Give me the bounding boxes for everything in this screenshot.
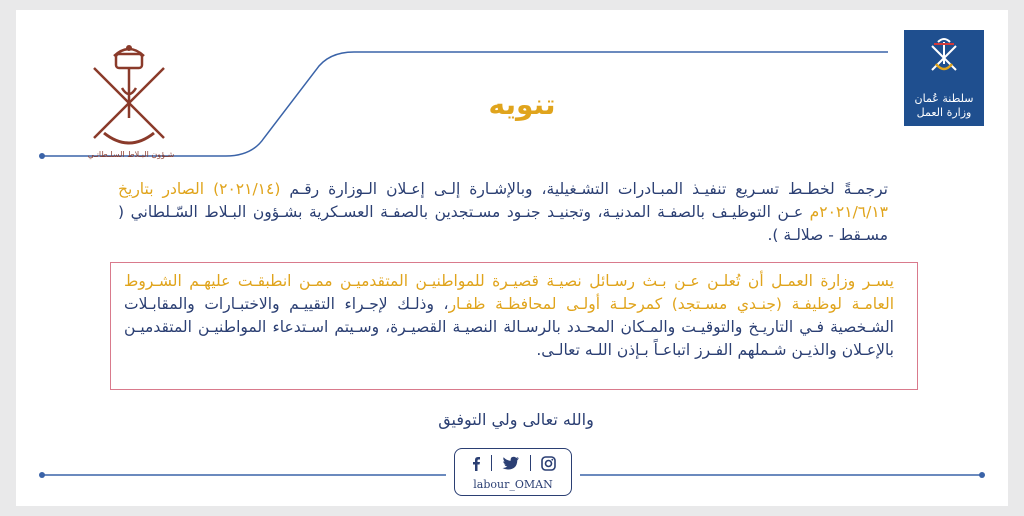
- instagram-icon[interactable]: [541, 456, 556, 471]
- royal-court-emblem-icon: [74, 38, 184, 158]
- notice-paragraph: [124, 270, 894, 362]
- intro-ref-number: (٢٠٢١/١٤): [213, 180, 281, 198]
- social-divider: [491, 455, 492, 471]
- ministry-name: [904, 92, 984, 120]
- emblem-caption: شـؤون البـلاط السلـطانـي: [87, 150, 175, 159]
- facebook-icon[interactable]: [471, 455, 481, 471]
- footer-dot-right: [979, 472, 985, 478]
- social-handle[interactable]: labour_OMAN: [473, 478, 553, 491]
- social-divider: [530, 455, 531, 471]
- announcement-page: [16, 10, 1008, 506]
- ministry-logo: [904, 30, 984, 126]
- footer-dot-left: [39, 472, 45, 478]
- notice-highlight: يسـر وزارة العمـل أن تُعلـن عـن بـث رسـائل نصيـة قصيـرة للمواطنيـن المتقدميـن ممـن انطبقـت عليهـم الشـروط العامـة لوظيفـة (جنـدي مسـتجد) كمرحلـة أولـى لمحافظـة ظفـار: [124, 272, 895, 313]
- intro-text-1: ترجمـةً لخطـط تسـريع تنفيـذ المبـادرات التشـغيلية، وبالإشـارة إلـى إعـلان الـوزارة رقـم: [280, 180, 888, 198]
- oman-emblem-icon: [924, 36, 964, 76]
- twitter-icon[interactable]: [502, 456, 520, 471]
- intro-date: الصادر بتاريخ ٢٠٢١/٦/١٣م: [118, 180, 888, 221]
- closing-line: والله تعالى ولي التوفيق: [438, 410, 594, 429]
- social-media-box: [454, 448, 572, 496]
- social-icons-row: [455, 455, 571, 471]
- ministry-title: وزارة العمل: [916, 106, 972, 119]
- intro-paragraph: [118, 178, 888, 247]
- notice-text: ، وذلـك لإجـراء التقييـم والاختبـارات والمقابـلات الشـخصية فـي التاريـخ والتوقيـت والمـكان المحـدد بالرسـالة النصيـة القصيـرة، وسـيتم اسـتدعاء المواطنيـن المتقدميـن بالإعـلان والذيـن شـملهم الفـرز اتباعـاً بـإذن اللـه تعالـى.: [124, 295, 894, 359]
- page-title: تنويه: [488, 88, 556, 121]
- intro-text-3: عـن التوظيـف بالصفـة المدنيـة، وتجنيـد جنـود مسـتجدين بالصفـة العسـكرية بشـؤون البـلاط السّـلطاني ( مسـقط - صلالـة ).: [118, 203, 888, 244]
- ministry-country: سلطنة عُمان: [914, 92, 974, 105]
- frame-dot-left: [39, 153, 45, 159]
